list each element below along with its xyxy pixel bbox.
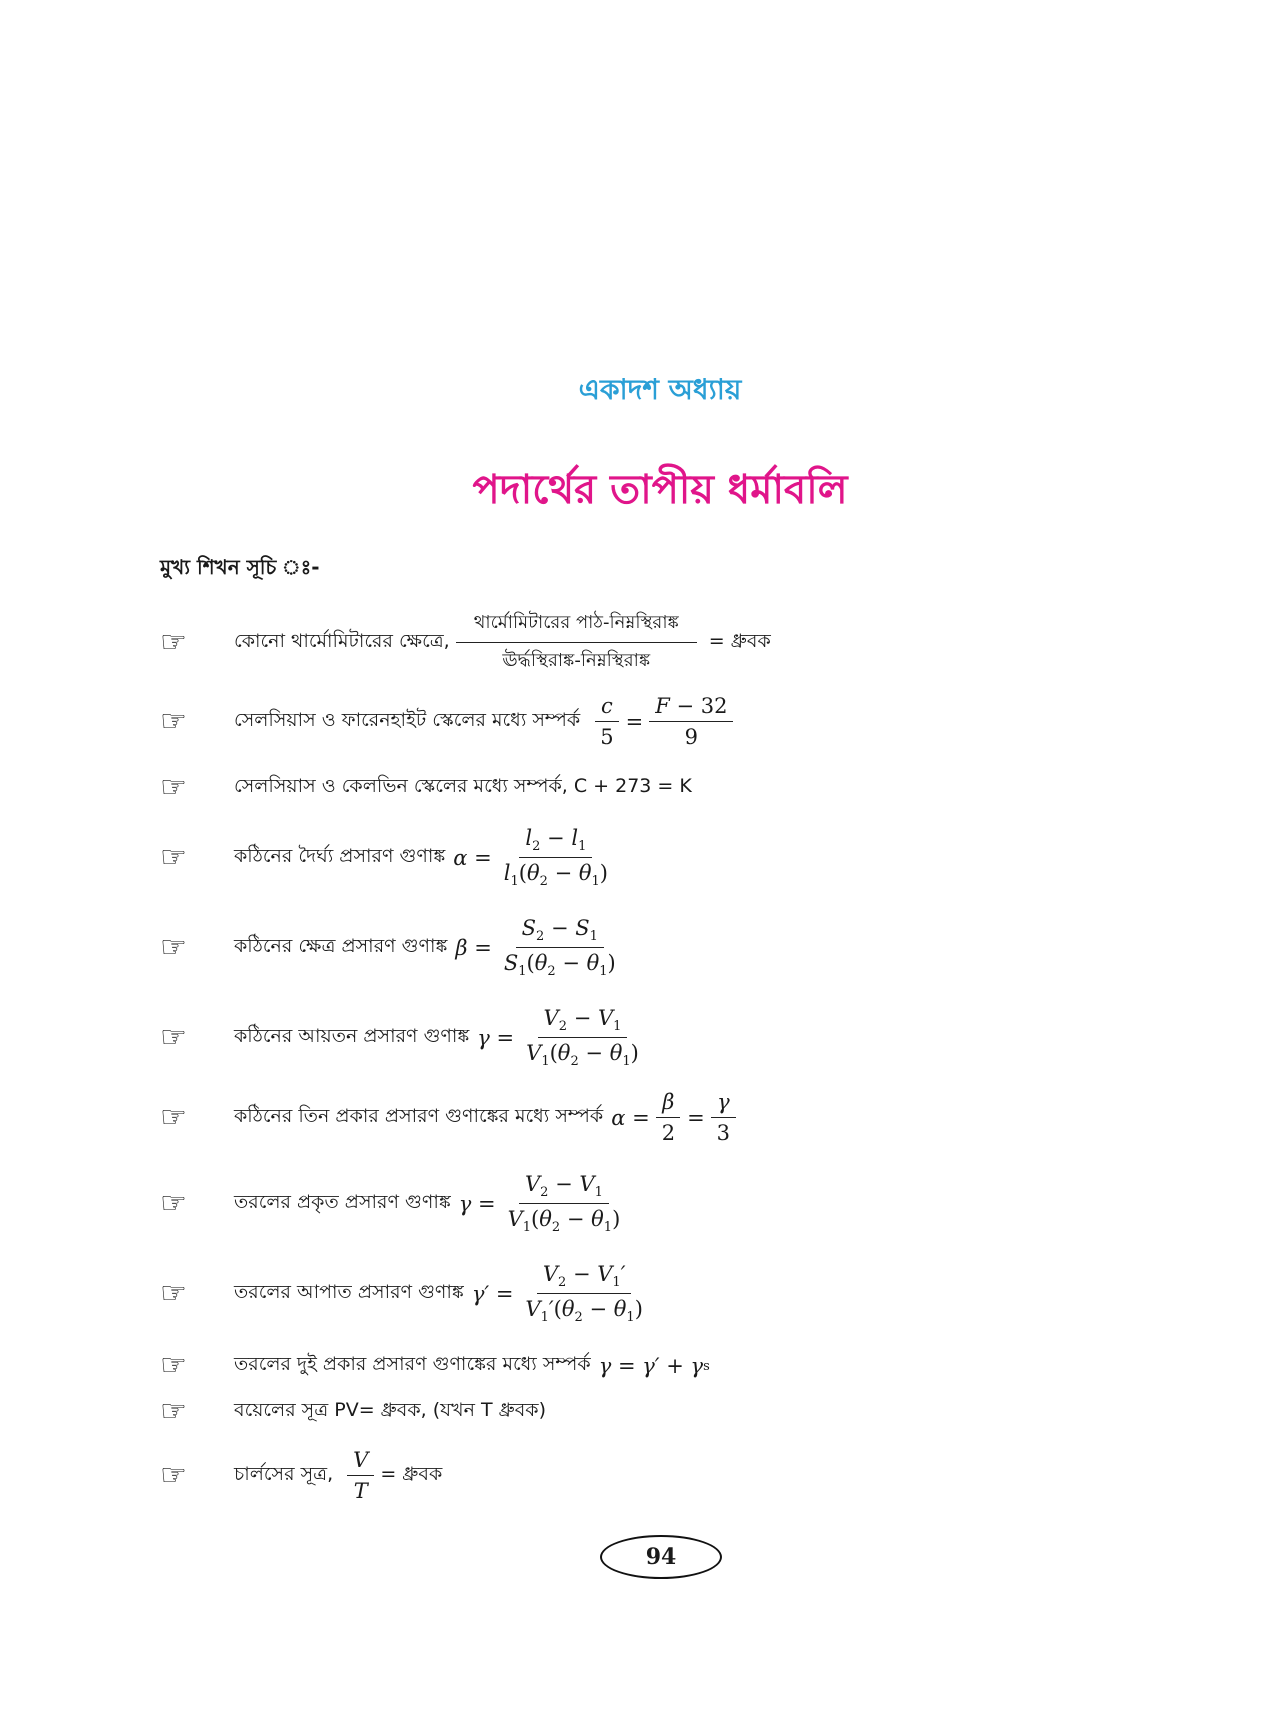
pointing-hand-icon: ☞ xyxy=(160,929,187,965)
fraction-denominator: ঊর্দ্ধস্থিরাঙ্ক-নিম্নস্থিরাঙ্ক xyxy=(502,650,651,671)
item-text: কঠিনের ক্ষেত্র প্রসারণ গুণাঙ্ক xyxy=(234,934,448,957)
formula: $\frac{c}{5}$ = $\frac{F - 32}{9}$ xyxy=(588,694,739,749)
item-text: বয়েলের সূত্র PV= ধ্রুবক, (যখন T ধ্রুবক) xyxy=(234,1399,547,1421)
item-text: সেলসিয়াস ও ফারেনহাইট স্কেলের মধ্যে সম্পর্ক xyxy=(234,708,581,731)
list-item xyxy=(160,1448,442,1503)
pointing-hand-icon: ☞ xyxy=(160,1275,187,1311)
item-text: তরলের দুই প্রকার প্রসারণ গুণাঙ্কের মধ্যে সম্পর্ক xyxy=(234,1353,591,1375)
formula: β = $\frac{S_2 - S_1}{S_1(\theta_2 - \theta_1)}$ xyxy=(455,916,616,980)
pointing-hand-icon: ☞ xyxy=(160,1394,187,1429)
item-text: তরলের প্রকৃত প্রসারণ গুণাঙ্ক xyxy=(234,1190,451,1213)
list-item xyxy=(160,1172,632,1235)
pointing-hand-icon: ☞ xyxy=(160,1019,187,1055)
pointing-hand-icon: ☞ xyxy=(160,1099,187,1135)
pointing-hand-icon: ☞ xyxy=(160,1185,187,1221)
formula-fraction xyxy=(456,608,697,677)
pointing-hand-icon: ☞ xyxy=(160,1348,187,1383)
pointing-hand-icon: ☞ xyxy=(160,624,187,660)
list-item xyxy=(160,1396,546,1428)
fraction-numerator: থার্মোমিটারের পাঠ-নিম্নস্থিরাঙ্ক xyxy=(456,608,697,643)
item-text: কঠিনের আয়তন প্রসারণ গুণাঙ্ক xyxy=(234,1024,470,1047)
item-text: তরলের আপাত প্রসারণ গুণাঙ্ক xyxy=(234,1280,464,1303)
item-tail: = ধ্রুবক xyxy=(708,629,771,652)
list-item xyxy=(160,1090,742,1145)
formula: α = $\frac{\beta}{2}$ = $\frac{\gamma}{3}$ xyxy=(611,1090,742,1145)
list-item xyxy=(160,916,628,979)
list-item xyxy=(160,772,692,804)
formula: γ′ = $\frac{V_2 - V_1'}{V_1'(\theta_2 - \theta_1)}$ xyxy=(471,1262,643,1326)
pointing-hand-icon: ☞ xyxy=(160,770,187,805)
list-item xyxy=(160,1262,655,1325)
item-text: চার্লসের সূত্র, xyxy=(234,1462,334,1485)
item-text: সেলসিয়াস ও কেলভিন স্কেলের মধ্যে সম্পর্ক, C + 273 = K xyxy=(234,775,692,797)
list-item xyxy=(160,826,620,889)
formula: $\frac{V}{T}$ = ধ্রুবক xyxy=(341,1448,442,1503)
chapter-title: পদার্থের তাপীয় ধর্মাবলি xyxy=(472,467,848,513)
item-text: কঠিনের দৈর্ঘ্য প্রসারণ গুণাঙ্ক xyxy=(234,844,446,867)
item-text: কঠিনের তিন প্রকার প্রসারণ গুণাঙ্কের মধ্যে সম্পর্ক xyxy=(234,1104,604,1127)
chapter-label: একাদশ অধ্যায় xyxy=(578,373,742,406)
formula: γ = $\frac{V_2 - V_1}{V_1(\theta_2 - \theta_1)}$ xyxy=(477,1006,639,1070)
formula: γ = γ′ + γ s xyxy=(598,1354,710,1378)
item-text: কোনো থার্মোমিটারের ক্ষেত্রে, xyxy=(234,629,450,652)
formula: γ = $\frac{V_2 - V_1}{V_1(\theta_2 - \theta_1)}$ xyxy=(458,1172,621,1236)
list-item xyxy=(160,1006,651,1069)
list-item xyxy=(160,694,739,749)
section-heading: মুখ্য শিখন সূচি ঃ- xyxy=(160,555,320,579)
pointing-hand-icon: ☞ xyxy=(160,1457,187,1493)
pointing-hand-icon: ☞ xyxy=(160,703,187,739)
formula: α = $\frac{l_2 - l_1}{l_1(\theta_2 - \theta_1)}$ xyxy=(453,826,608,890)
list-item xyxy=(160,1350,710,1382)
pointing-hand-icon: ☞ xyxy=(160,839,187,875)
list-item xyxy=(160,608,771,677)
page-number: 94 xyxy=(600,1535,722,1579)
